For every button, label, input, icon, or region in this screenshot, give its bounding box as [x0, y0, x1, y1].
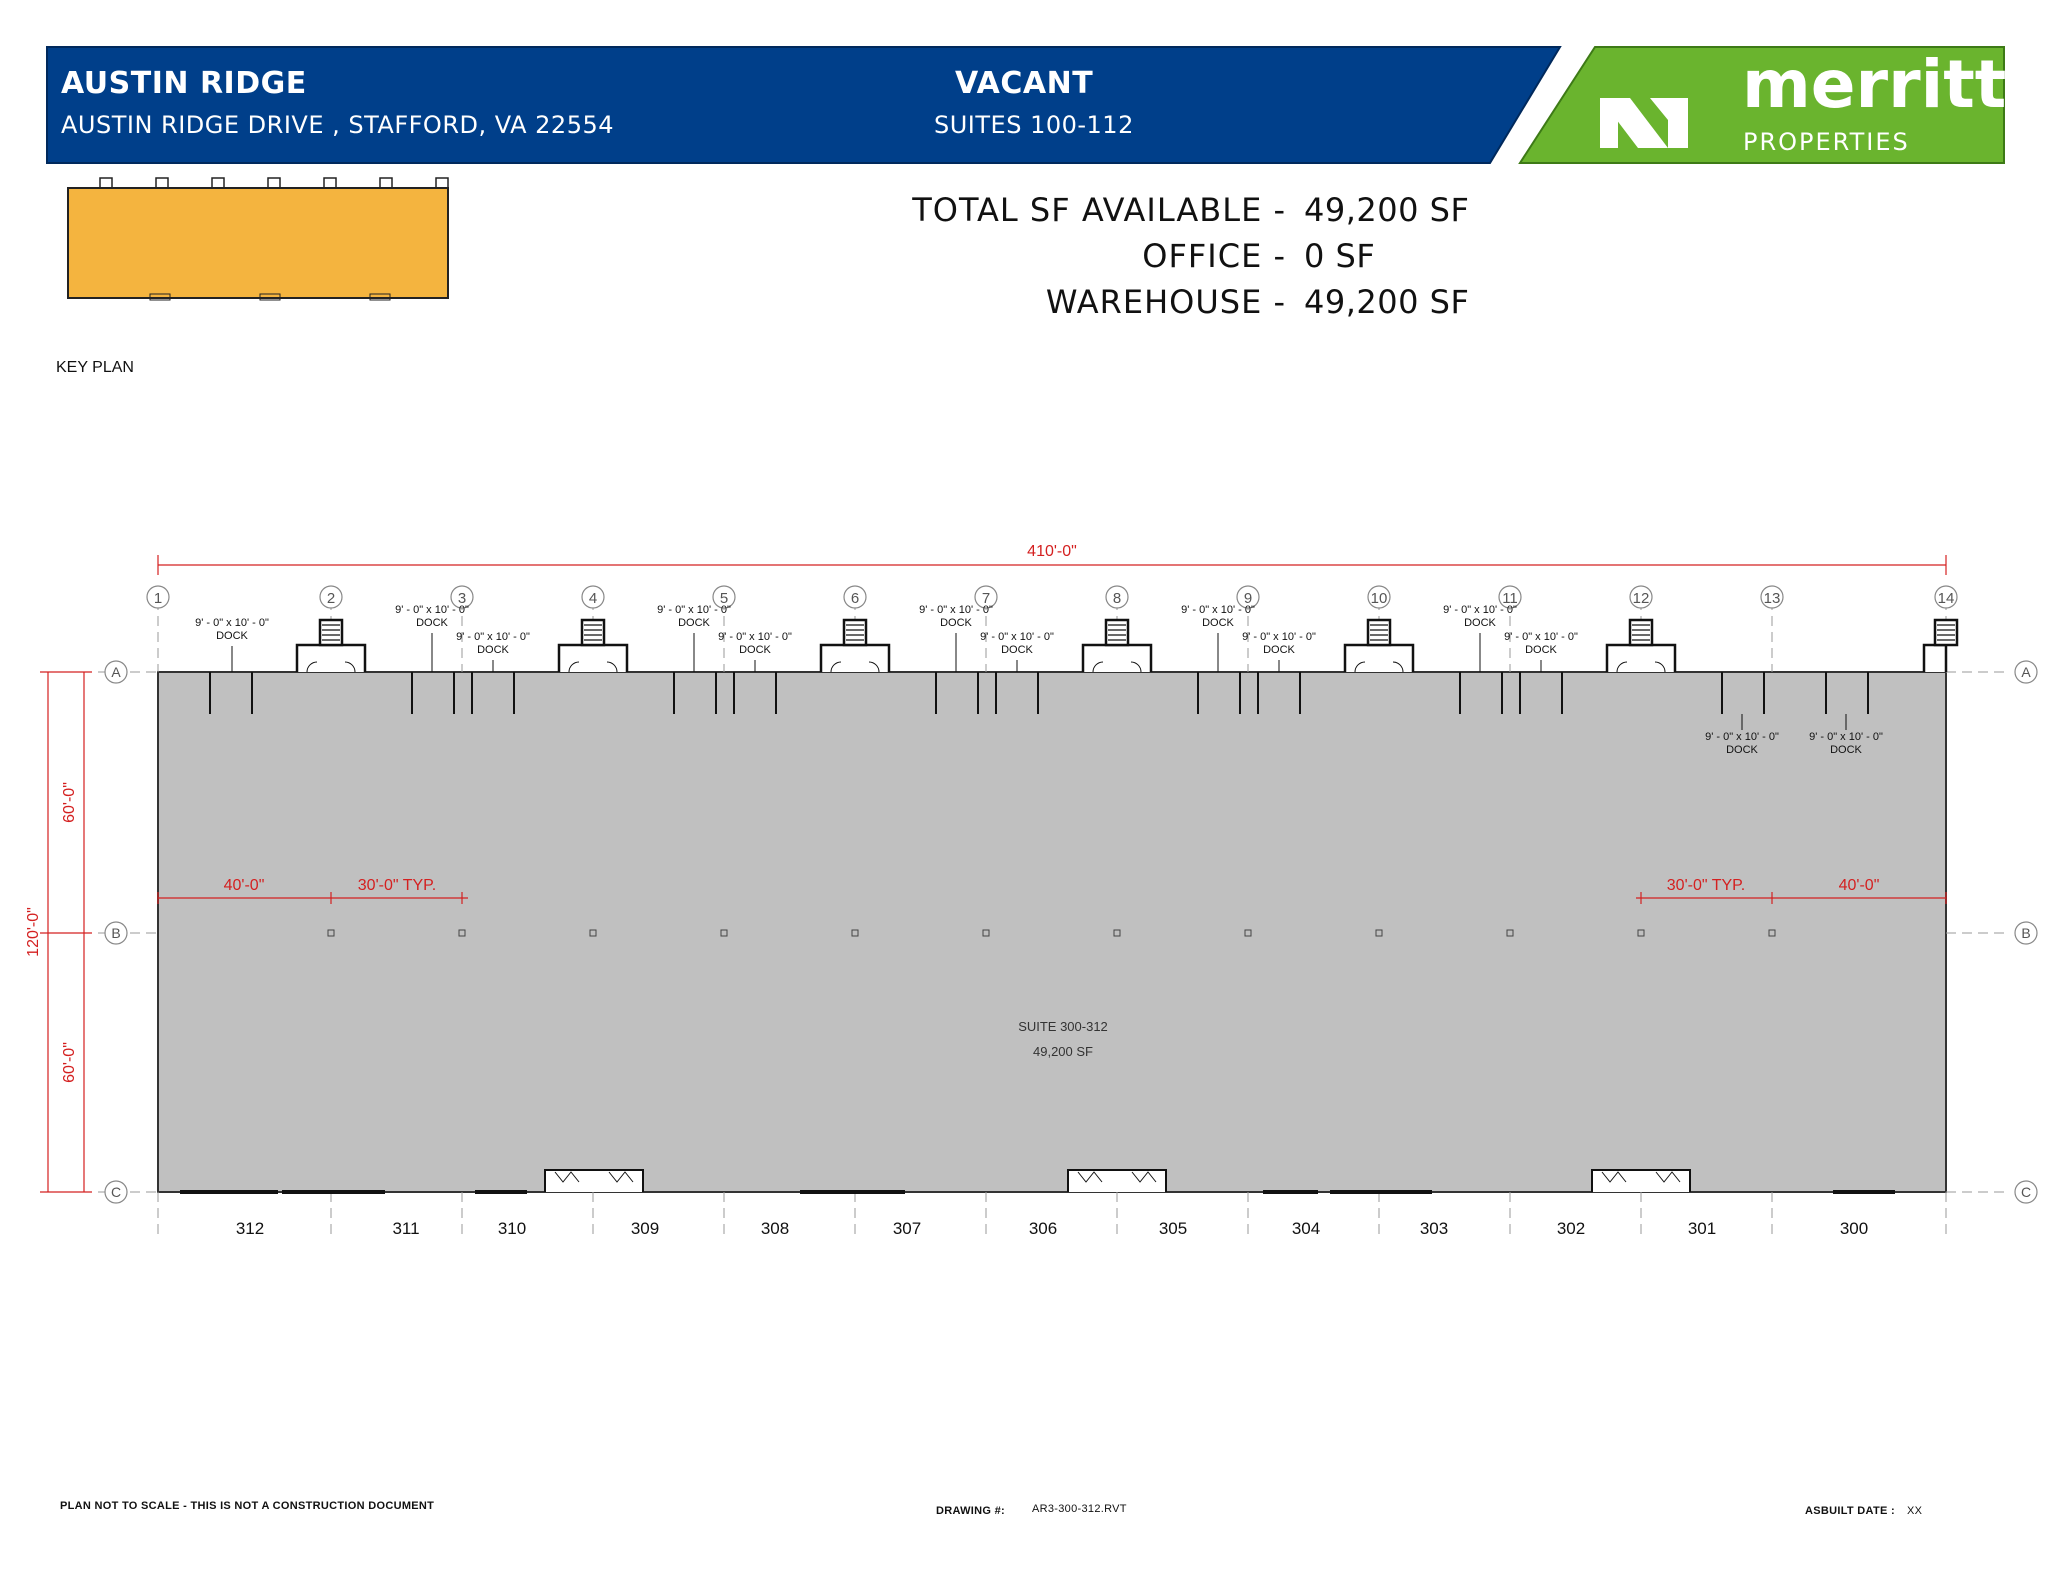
end-bay-dimension: 40'-0": [223, 877, 265, 894]
property-address: AUSTIN RIDGE DRIVE , STAFFORD, VA 22554: [61, 111, 615, 139]
dock-size-label: 9' - 0" x 10' - 0": [195, 617, 269, 629]
suite-number: 312: [235, 1219, 265, 1238]
entry-vestibule: [559, 645, 627, 672]
summary-label: WAREHOUSE -: [1045, 283, 1286, 321]
entry-vestibule: [1607, 645, 1675, 672]
grid-row-label: A: [111, 664, 121, 680]
grid-column-label: 11: [1502, 590, 1518, 607]
summary-value: 49,200 SF: [1304, 191, 1470, 229]
dock-label: DOCK: [477, 644, 509, 656]
stair-icon: [1106, 620, 1128, 645]
vacancy-status: VACANT: [955, 66, 1094, 101]
dock-label: DOCK: [739, 644, 771, 656]
suite-number: 300: [1839, 1219, 1869, 1238]
dock-size-label: 9' - 0" x 10' - 0": [1705, 731, 1779, 743]
key-plan-dock-icon: [100, 178, 112, 188]
suite-number: 309: [630, 1219, 660, 1238]
entry-vestibule: [1345, 645, 1413, 672]
dock-size-label: 9' - 0" x 10' - 0": [919, 604, 993, 616]
grid-column-label: 14: [1937, 590, 1955, 607]
asbuilt-date-label: ASBUILT DATE :: [1805, 1505, 1895, 1517]
stair-icon: [844, 620, 866, 645]
typical-bay-dimension: 30'-0" TYP.: [357, 877, 437, 894]
grid-row-label: A: [2021, 664, 2031, 680]
stair-icon: [582, 620, 604, 645]
asbuilt-date-value: XX: [1907, 1505, 1923, 1517]
suite-number: 311: [392, 1219, 420, 1238]
stair-icon: [320, 620, 342, 645]
dock-label: DOCK: [1525, 644, 1557, 656]
overall-depth-dimension: 120'-0": [25, 907, 42, 957]
grid-column-label: 1: [153, 590, 163, 607]
dock-label: DOCK: [1464, 617, 1496, 629]
half-depth-dimension: 60'-0": [61, 1042, 78, 1083]
key-plan-dock-icon: [268, 178, 280, 188]
stair-icon: [1368, 620, 1390, 645]
grid-column-label: 5: [719, 590, 729, 607]
key-plan-dock-icon: [324, 178, 336, 188]
dock-size-label: 9' - 0" x 10' - 0": [1181, 604, 1255, 616]
dock-size-label: 9' - 0" x 10' - 0": [456, 631, 530, 643]
end-bay-dimension: 40'-0": [1838, 877, 1880, 894]
rear-entry-bay: [545, 1170, 643, 1192]
suite-number: 303: [1419, 1219, 1449, 1238]
grid-row-label: B: [111, 925, 121, 941]
dock-label: DOCK: [1202, 617, 1234, 629]
dock-label: DOCK: [678, 617, 710, 629]
dock-size-label: 9' - 0" x 10' - 0": [1809, 731, 1883, 743]
logo-wordmark: merritt: [1742, 46, 2007, 123]
entry-vestibule: [1924, 645, 1946, 672]
half-depth-dimension: 60'-0": [61, 782, 78, 823]
logo-subtitle: PROPERTIES: [1743, 128, 1910, 156]
summary-label: OFFICE -: [1142, 237, 1286, 275]
grid-column-label: 6: [850, 590, 860, 607]
rear-entry-bay: [1068, 1170, 1166, 1192]
key-plan-dock-icon: [436, 178, 448, 188]
grid-column-label: 10: [1370, 590, 1388, 607]
entry-vestibule: [821, 645, 889, 672]
key-plan-dock-icon: [380, 178, 392, 188]
drawing-number: AR3-300-312.RVT: [1032, 1503, 1127, 1515]
key-plan-label: KEY PLAN: [56, 359, 134, 376]
dock-label: DOCK: [1830, 744, 1862, 756]
suite-number: 306: [1028, 1219, 1058, 1238]
suite-number: 302: [1556, 1219, 1586, 1238]
grid-column-label: 4: [588, 590, 598, 607]
suite-range: SUITES 100-112: [934, 111, 1134, 139]
dock-size-label: 9' - 0" x 10' - 0": [980, 631, 1054, 643]
warehouse-floor: [158, 672, 1946, 1192]
dock-size-label: 9' - 0" x 10' - 0": [1504, 631, 1578, 643]
summary-label: TOTAL SF AVAILABLE -: [912, 191, 1286, 229]
dock-size-label: 9' - 0" x 10' - 0": [395, 604, 469, 616]
dock-label: DOCK: [1726, 744, 1758, 756]
key-plan-building: [68, 188, 448, 298]
grid-column-label: 13: [1763, 590, 1781, 607]
suite-area: 49,200 SF: [1033, 1044, 1093, 1059]
typical-bay-dimension: 30'-0" TYP.: [1666, 877, 1746, 894]
stair-icon: [1630, 620, 1652, 645]
overall-width-dimension: 410'-0": [1027, 543, 1077, 560]
grid-column-label: 9: [1243, 590, 1253, 607]
grid-column-label: 7: [981, 590, 991, 607]
dock-size-label: 9' - 0" x 10' - 0": [657, 604, 731, 616]
dock-size-label: 9' - 0" x 10' - 0": [1443, 604, 1517, 616]
plan-disclaimer: PLAN NOT TO SCALE - THIS IS NOT A CONSTRUCTION DOCUMENT: [60, 1500, 435, 1512]
grid-column-label: 2: [326, 590, 336, 607]
grid-column-label: 12: [1632, 590, 1650, 607]
summary-value: 49,200 SF: [1304, 283, 1470, 321]
grid-column-label: 8: [1112, 590, 1122, 607]
entry-vestibule: [1083, 645, 1151, 672]
grid-row-label: C: [2020, 1184, 2032, 1200]
stair-icon: [1935, 620, 1957, 645]
suite-number: 305: [1158, 1219, 1188, 1238]
key-plan-dock-icon: [156, 178, 168, 188]
dock-size-label: 9' - 0" x 10' - 0": [718, 631, 792, 643]
dock-label: DOCK: [940, 617, 972, 629]
rear-entry-bay: [1592, 1170, 1690, 1192]
dock-label: DOCK: [416, 617, 448, 629]
grid-row-label: C: [110, 1184, 122, 1200]
dock-label: DOCK: [1263, 644, 1295, 656]
suite-number: 310: [497, 1219, 527, 1238]
dock-size-label: 9' - 0" x 10' - 0": [1242, 631, 1316, 643]
grid-row-label: B: [2021, 925, 2031, 941]
entry-vestibule: [297, 645, 365, 672]
suite-name: SUITE 300-312: [1018, 1019, 1108, 1034]
key-plan-dock-icon: [212, 178, 224, 188]
dock-label: DOCK: [216, 630, 248, 642]
drawing-number-label: DRAWING #:: [936, 1505, 1005, 1517]
grid-column-label: 3: [457, 590, 467, 607]
suite-number: 308: [760, 1219, 790, 1238]
suite-number: 307: [892, 1219, 922, 1238]
suite-number: 301: [1687, 1219, 1717, 1238]
property-name: AUSTIN RIDGE: [61, 66, 307, 101]
summary-value: 0 SF: [1304, 237, 1376, 275]
dock-label: DOCK: [1001, 644, 1033, 656]
suite-number: 304: [1291, 1219, 1321, 1238]
